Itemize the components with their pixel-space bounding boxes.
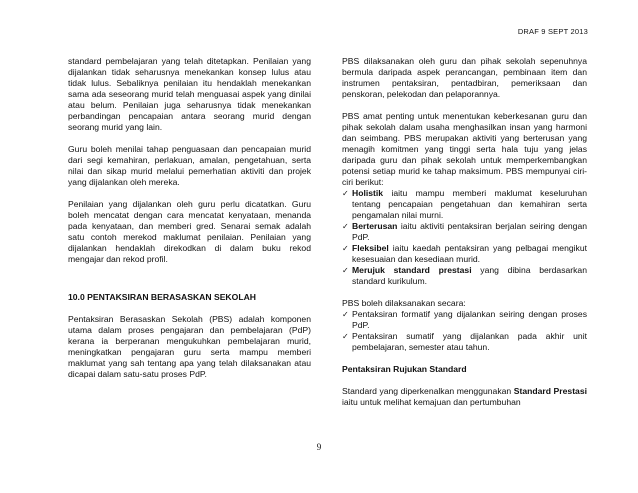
feature-text: yang dibina berdasarkan standard kurikulum. [352,265,587,286]
feature-list [342,188,587,287]
list-item [342,309,587,331]
mode-text: Pentaksiran sumatif yang dijalankan pada akhir unit pembelajaran, semester atau tahun. [352,331,587,352]
paragraph: PBS amat penting untuk menentukan keberkesanan guru dan pihak sekolah dalam usaha menghasilkan insan yang harmoni dan seimbang. PBS merupakan aktiviti yang berterusan yang menagih komitmen yang tinggi serta hala tuju yang jelas daripada guru dan pihak sekolah untuk memperkembangkan potensi setiap murid ke tahap maksimum. PBS mempunyai ciri-ciri berikut: [342,111,587,187]
checkmark-icon: ✓ [342,266,349,275]
section-heading: 10.0 PENTAKSIRAN BERASASKAN SEKOLAH [68,292,256,302]
feature-term: Fleksibel [352,243,389,253]
checkmark-icon: ✓ [342,332,349,341]
checkmark-icon: ✓ [342,189,349,198]
feature-text: iaitu kaedah pentaksiran yang pelbagai mengikut kesesuaian dan kesediaan murid. [352,243,587,264]
checkmark-icon: ✓ [342,244,349,253]
mode-text: Pentaksiran formatif yang dijalankan seiring dengan proses PdP. [352,309,587,330]
feature-text: iaitu aktiviti pentaksiran berjalan seiring dengan PdP. [352,221,587,242]
list-item [342,243,587,265]
paragraph: PBS boleh dilaksanakan secara: [342,298,466,308]
paragraph [342,386,587,408]
list-item [342,331,587,353]
bold-term: Standard Prestasi [513,386,588,396]
list-item [342,265,587,287]
checkmark-icon: ✓ [342,310,349,319]
checkmark-icon: ✓ [342,222,349,231]
mode-list [342,309,587,353]
text-run: iaitu untuk melihat kemajuan dan pertumbuhan [342,397,521,407]
section-heading: Pentaksiran Rujukan Standard [342,364,467,374]
feature-term: Holistik [352,188,384,198]
paragraph: standard pembelajaran yang telah ditetapkan. Penilaian yang dijalankan tidak seharusnya menekankan konsep lulus atau tidak lulus. Sebaliknya penilaian itu hendaklah menekankan sama ada seseorang murid telah menguasai aspek yang dinilai atau belum. Penilaian juga seharusnya tidak menekankan perbandingan pencapaian antara seorang murid dengan seorang murid yang lain. [68,56,311,132]
draft-date-header: DRAF 9 SEPT 2013 [517,27,588,36]
spacer [68,276,311,292]
list-item [342,221,587,243]
left-column [68,56,311,391]
page-number: 9 [316,442,322,452]
feature-term: Merujuk standard prestasi [352,265,472,275]
paragraph: PBS dilaksanakan oleh guru dan pihak sekolah sepenuhnya bermula daripada aspek perancangan, pembinaan item dan instrumen pentaksiran, pentadbiran, pemeriksaan dan penskoran, pelekodan dan pelaporannya. [342,56,587,99]
paragraph: Pentaksiran Berasaskan Sekolah (PBS) adalah komponen utama dalam proses pengajaran dan pembelajaran (PdP) kerana ia berperanan mengukuhkan pembelajaran murid, meningkatkan pengajaran guru serta mampu memberi maklumat yang sah tentang apa yang telah dilaksanakan atau dicapai dalam satu-satu proses PdP. [68,314,311,379]
paragraph: Guru boleh menilai tahap penguasaan dan pencapaian murid dari segi kemahiran, perlakuan, amalan, pengetahuan, serta nilai dan sikap murid melalui pemerhatian aktiviti dan projek yang dijalankan oleh mereka. [68,144,311,187]
list-item [342,188,587,221]
paragraph: Penilaian yang dijalankan oleh guru perlu dicatatkan. Guru boleh mencatat dengan cara mencatat kenyataan, menanda pada kenyataan, dan memberi gred. Senarai semak adalah satu contoh merekod maklumat penilaian. Penilaian yang dijalankan hendaklah direkodkan di dalam buku rekod mengajar dan rekod profil. [68,199,311,264]
feature-term: Berterusan [352,221,398,231]
text-run: Standard yang diperkenalkan menggunakan [342,386,514,396]
feature-text: iaitu mampu memberi maklumat keseluruhan tentang pencapaian pengetahuan dan kemahiran serta pengamalan nilai murni. [352,188,587,220]
right-column [342,56,587,419]
